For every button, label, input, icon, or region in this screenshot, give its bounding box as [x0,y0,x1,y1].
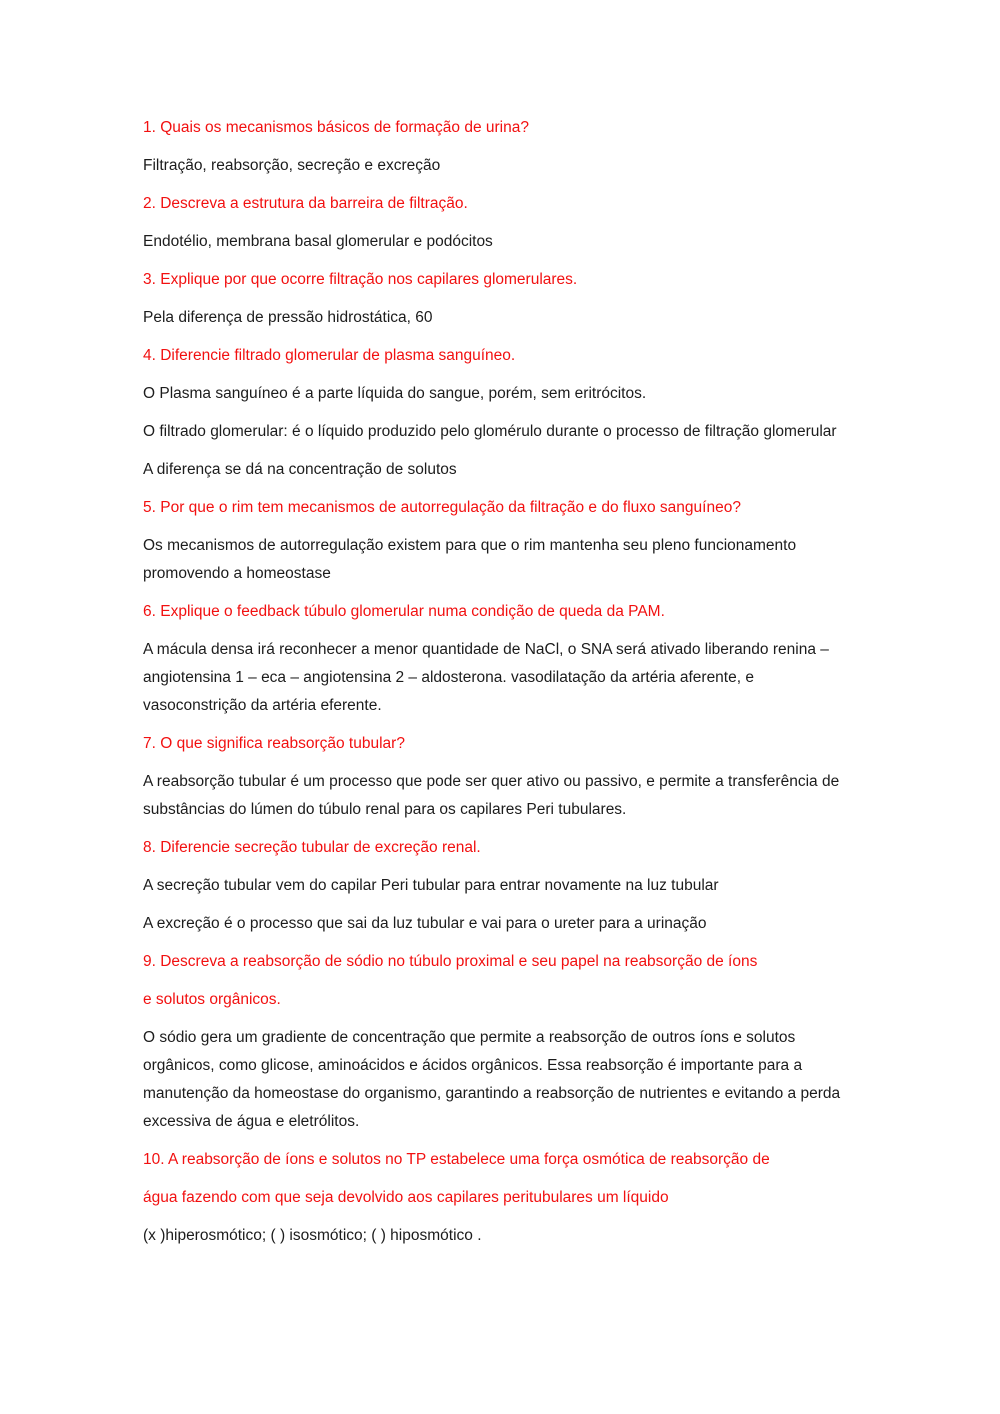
question-paragraph: e solutos orgânicos. [143,991,281,1008]
answer-paragraph: A excreção é o processo que sai da luz tubular e vai para o ureter para a urinação [143,915,707,932]
question-paragraph: 9. Descreva a reabsorção de sódio no túbulo proximal e seu papel na reabsorção de íons [143,953,758,970]
answer-paragraph: O sódio gera um gradiente de concentração que permite a reabsorção de outros íons e solutos orgânicos, como glicose, aminoácidos e ácidos orgânicos. Essa reabsorção é importante para a manutenção da homeostase do organismo, garantindo a reabsorção de nutrientes e evitando a perda excessiva de água e eletrólitos. [143,1029,841,1130]
question-paragraph: água fazendo com que seja devolvido aos capilares peritubulares um líquido [143,1189,669,1206]
answer-paragraph: O filtrado glomerular: é o líquido produzido pelo glomérulo durante o processo de filtração glomerular [143,423,837,440]
question-paragraph: 3. Explique por que ocorre filtração nos capilares glomerulares. [143,271,578,288]
answer-paragraph: Os mecanismos de autorregulação existem para que o rim mantenha seu pleno funcionamento promovendo a homeostase [143,537,797,582]
answer-paragraph: A mácula densa irá reconhecer a menor quantidade de NaCl, o SNA será ativado liberando renina – angiotensina 1 – eca – angiotensina 2 – aldosterona. vasodilatação da artéria aferente, e vasoconstrição da artéria eferente. [143,641,829,714]
document-body [143,114,858,1250]
question-paragraph: 2. Descreva a estrutura da barreira de filtração. [143,195,468,212]
answer-paragraph: Endotélio, membrana basal glomerular e podócitos [143,233,493,250]
question-paragraph: 8. Diferencie secreção tubular de excreção renal. [143,839,481,856]
answer-paragraph: Filtração, reabsorção, secreção e excreção [143,157,441,174]
question-paragraph: 1. Quais os mecanismos básicos de formação de urina? [143,119,529,136]
question-paragraph: 4. Diferencie filtrado glomerular de plasma sanguíneo. [143,347,516,364]
answer-paragraph: A secreção tubular vem do capilar Peri tubular para entrar novamente na luz tubular [143,877,719,894]
question-paragraph: 7. O que significa reabsorção tubular? [143,735,405,752]
answer-paragraph: A reabsorção tubular é um processo que pode ser quer ativo ou passivo, e permite a transferência de substâncias do lúmen do túbulo renal para os capilares Peri tubulares. [143,773,840,818]
question-paragraph: 6. Explique o feedback túbulo glomerular numa condição de queda da PAM. [143,603,665,620]
answer-paragraph: O Plasma sanguíneo é a parte líquida do sangue, porém, sem eritrócitos. [143,385,647,402]
question-paragraph: 5. Por que o rim tem mecanismos de autorregulação da filtração e do fluxo sanguíneo? [143,499,741,516]
answer-paragraph: Pela diferença de pressão hidrostática, 60 [143,309,433,326]
answer-paragraph: (x )hiperosmótico; ( ) isosmótico; ( ) hiposmótico . [143,1227,482,1244]
question-paragraph: 10. A reabsorção de íons e solutos no TP estabelece uma força osmótica de reabsorção de [143,1151,770,1168]
answer-paragraph: A diferença se dá na concentração de solutos [143,461,457,478]
